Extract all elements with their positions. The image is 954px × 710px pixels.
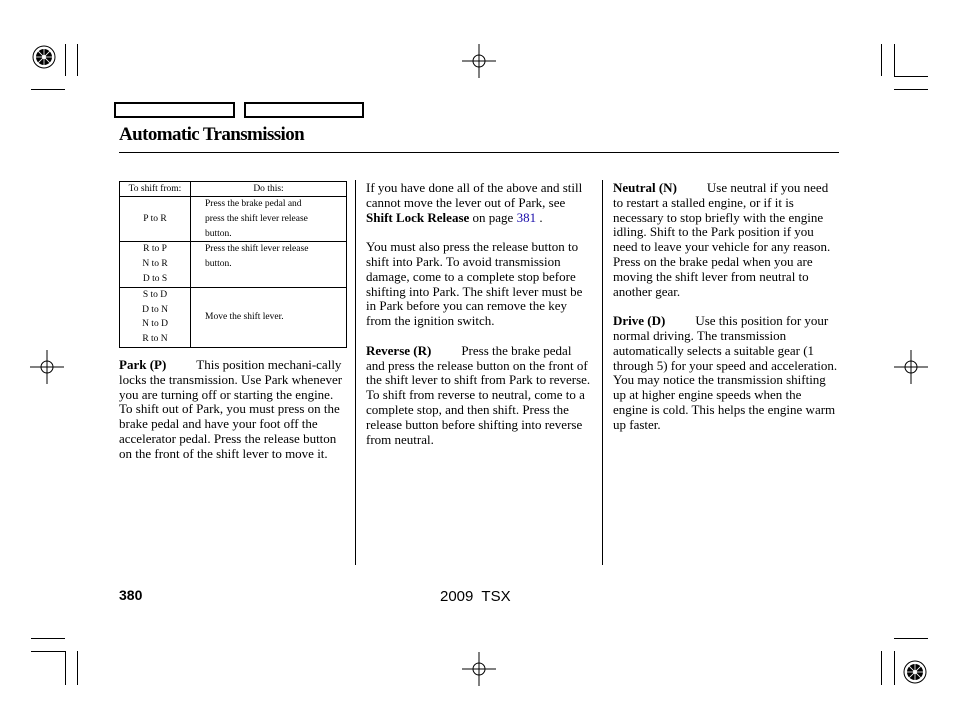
table-cell-text: N to D <box>142 319 168 330</box>
table-header: To shift from: <box>120 182 191 197</box>
crop-mark <box>894 44 895 76</box>
table-cell-text: press the shift lever release <box>205 213 308 224</box>
registration-crosshair-icon <box>462 44 496 78</box>
park-term: Park (P) <box>119 357 167 372</box>
table-cell-text: P to R <box>143 213 167 224</box>
crop-mark <box>31 651 65 652</box>
table-row <box>120 287 347 347</box>
column-1 <box>119 358 347 476</box>
paragraph-text: on page <box>472 209 514 225</box>
crop-mark <box>894 638 928 639</box>
table-cell-text: N to R <box>142 259 168 270</box>
table-row <box>120 197 347 242</box>
reverse-text: Press the brake pedal and press the release button on the front of the shift lever to shift from Park to reverse. To shift from reverse to neutral, come to a complete stop, and then shift. Press the release button before shifting into reverse from neutral. <box>366 342 591 447</box>
table-cell-action <box>191 242 347 287</box>
table-cell-from <box>120 197 191 242</box>
paragraph-text: If you have done all of the above and still cannot move the lever out of Park, see <box>366 180 583 210</box>
crop-mark <box>894 76 928 77</box>
footer-model: 2009 TSX <box>440 588 511 605</box>
column-2 <box>366 181 592 462</box>
nav-button-previous[interactable] <box>114 102 235 118</box>
table-cell-action <box>191 197 347 242</box>
crop-mark <box>65 44 66 76</box>
crop-mark <box>894 651 895 685</box>
reverse-term: Reverse (R) <box>366 342 432 358</box>
table-cell-text: R to P <box>143 244 167 255</box>
shift-table <box>119 181 347 348</box>
park-release-paragraph: You must also press the release button to shift into Park. To avoid transmission damage, come to a complete stop before shifting into Park. The shift lever must be in Park before you can remove the key from the ignition switch. <box>366 239 583 329</box>
paragraph-text: . <box>539 209 543 225</box>
table-header-row <box>120 182 347 197</box>
reverse-paragraph <box>366 344 592 448</box>
drive-term: Drive (D) <box>613 313 666 329</box>
table-cell-from <box>120 287 191 347</box>
table-cell-text: D to S <box>142 273 168 284</box>
registration-sunburst-icon <box>902 659 928 685</box>
crop-mark <box>31 638 65 639</box>
park-text: This position mechani-cally locks the transmission. Use Park whenever you are turning off or starting the engine. To shift out of Park, you must press on the brake pedal and have your foot off the accelerator pedal. Press the release button on the front of the shift lever to move it. <box>119 357 343 461</box>
park-paragraph <box>119 358 347 462</box>
column-3 <box>613 181 839 447</box>
page-number: 380 <box>119 587 143 603</box>
table-row <box>120 242 347 287</box>
table-cell-text: R to N <box>142 334 168 345</box>
table-cell-from <box>120 242 191 287</box>
table-cell-text: Press the shift lever release <box>205 244 309 255</box>
crop-mark <box>31 89 65 90</box>
page-link[interactable]: 381 <box>516 209 537 225</box>
table-header: Do this: <box>191 182 347 197</box>
crop-mark <box>881 651 882 685</box>
registration-crosshair-icon <box>894 350 928 384</box>
table-cell-action <box>191 287 347 347</box>
title-rule <box>119 152 839 153</box>
table-cell-text: D to N <box>142 304 168 315</box>
column-divider <box>355 180 356 565</box>
table-cell-text: Press the brake pedal and <box>205 199 302 209</box>
drive-paragraph <box>613 314 839 432</box>
crop-mark <box>77 44 78 76</box>
table-cell-text: Move the shift lever. <box>205 311 284 322</box>
neutral-term: Neutral (N) <box>613 180 677 195</box>
crop-mark <box>77 651 78 685</box>
crop-mark <box>881 44 882 76</box>
crop-mark <box>894 89 928 90</box>
registration-crosshair-icon <box>30 350 64 384</box>
table-cell-text: button. <box>205 259 232 270</box>
drive-text: Use this position for your normal driving. The transmission automatically selects a suitable gear (1 through 5) for your speed and acceleration. You may notice the transmission shifting up at higher engine speeds when the engine is cold. This helps the engine warm up faster. <box>613 313 838 432</box>
table-cell-text: S to D <box>142 289 168 300</box>
nav-button-next[interactable] <box>244 102 364 118</box>
page-title: Automatic Transmission <box>119 124 305 145</box>
shift-lock-release-ref: Shift Lock Release <box>366 209 470 225</box>
neutral-paragraph <box>613 181 839 299</box>
crop-mark <box>65 651 66 685</box>
table-cell-text: button. <box>205 228 232 239</box>
registration-crosshair-icon <box>462 652 496 686</box>
neutral-text: Use neutral if you need to restart a stalled engine, or if it is necessary to stop briefly with the engine idling. Shift to the Park position if you need to leave your vehicle for any reason. Press on the brake pedal when you are moving the shift lever from neutral to another gear. <box>613 180 831 299</box>
column-divider <box>602 180 603 565</box>
registration-sunburst-icon <box>31 44 57 70</box>
shift-lock-paragraph <box>366 181 592 225</box>
